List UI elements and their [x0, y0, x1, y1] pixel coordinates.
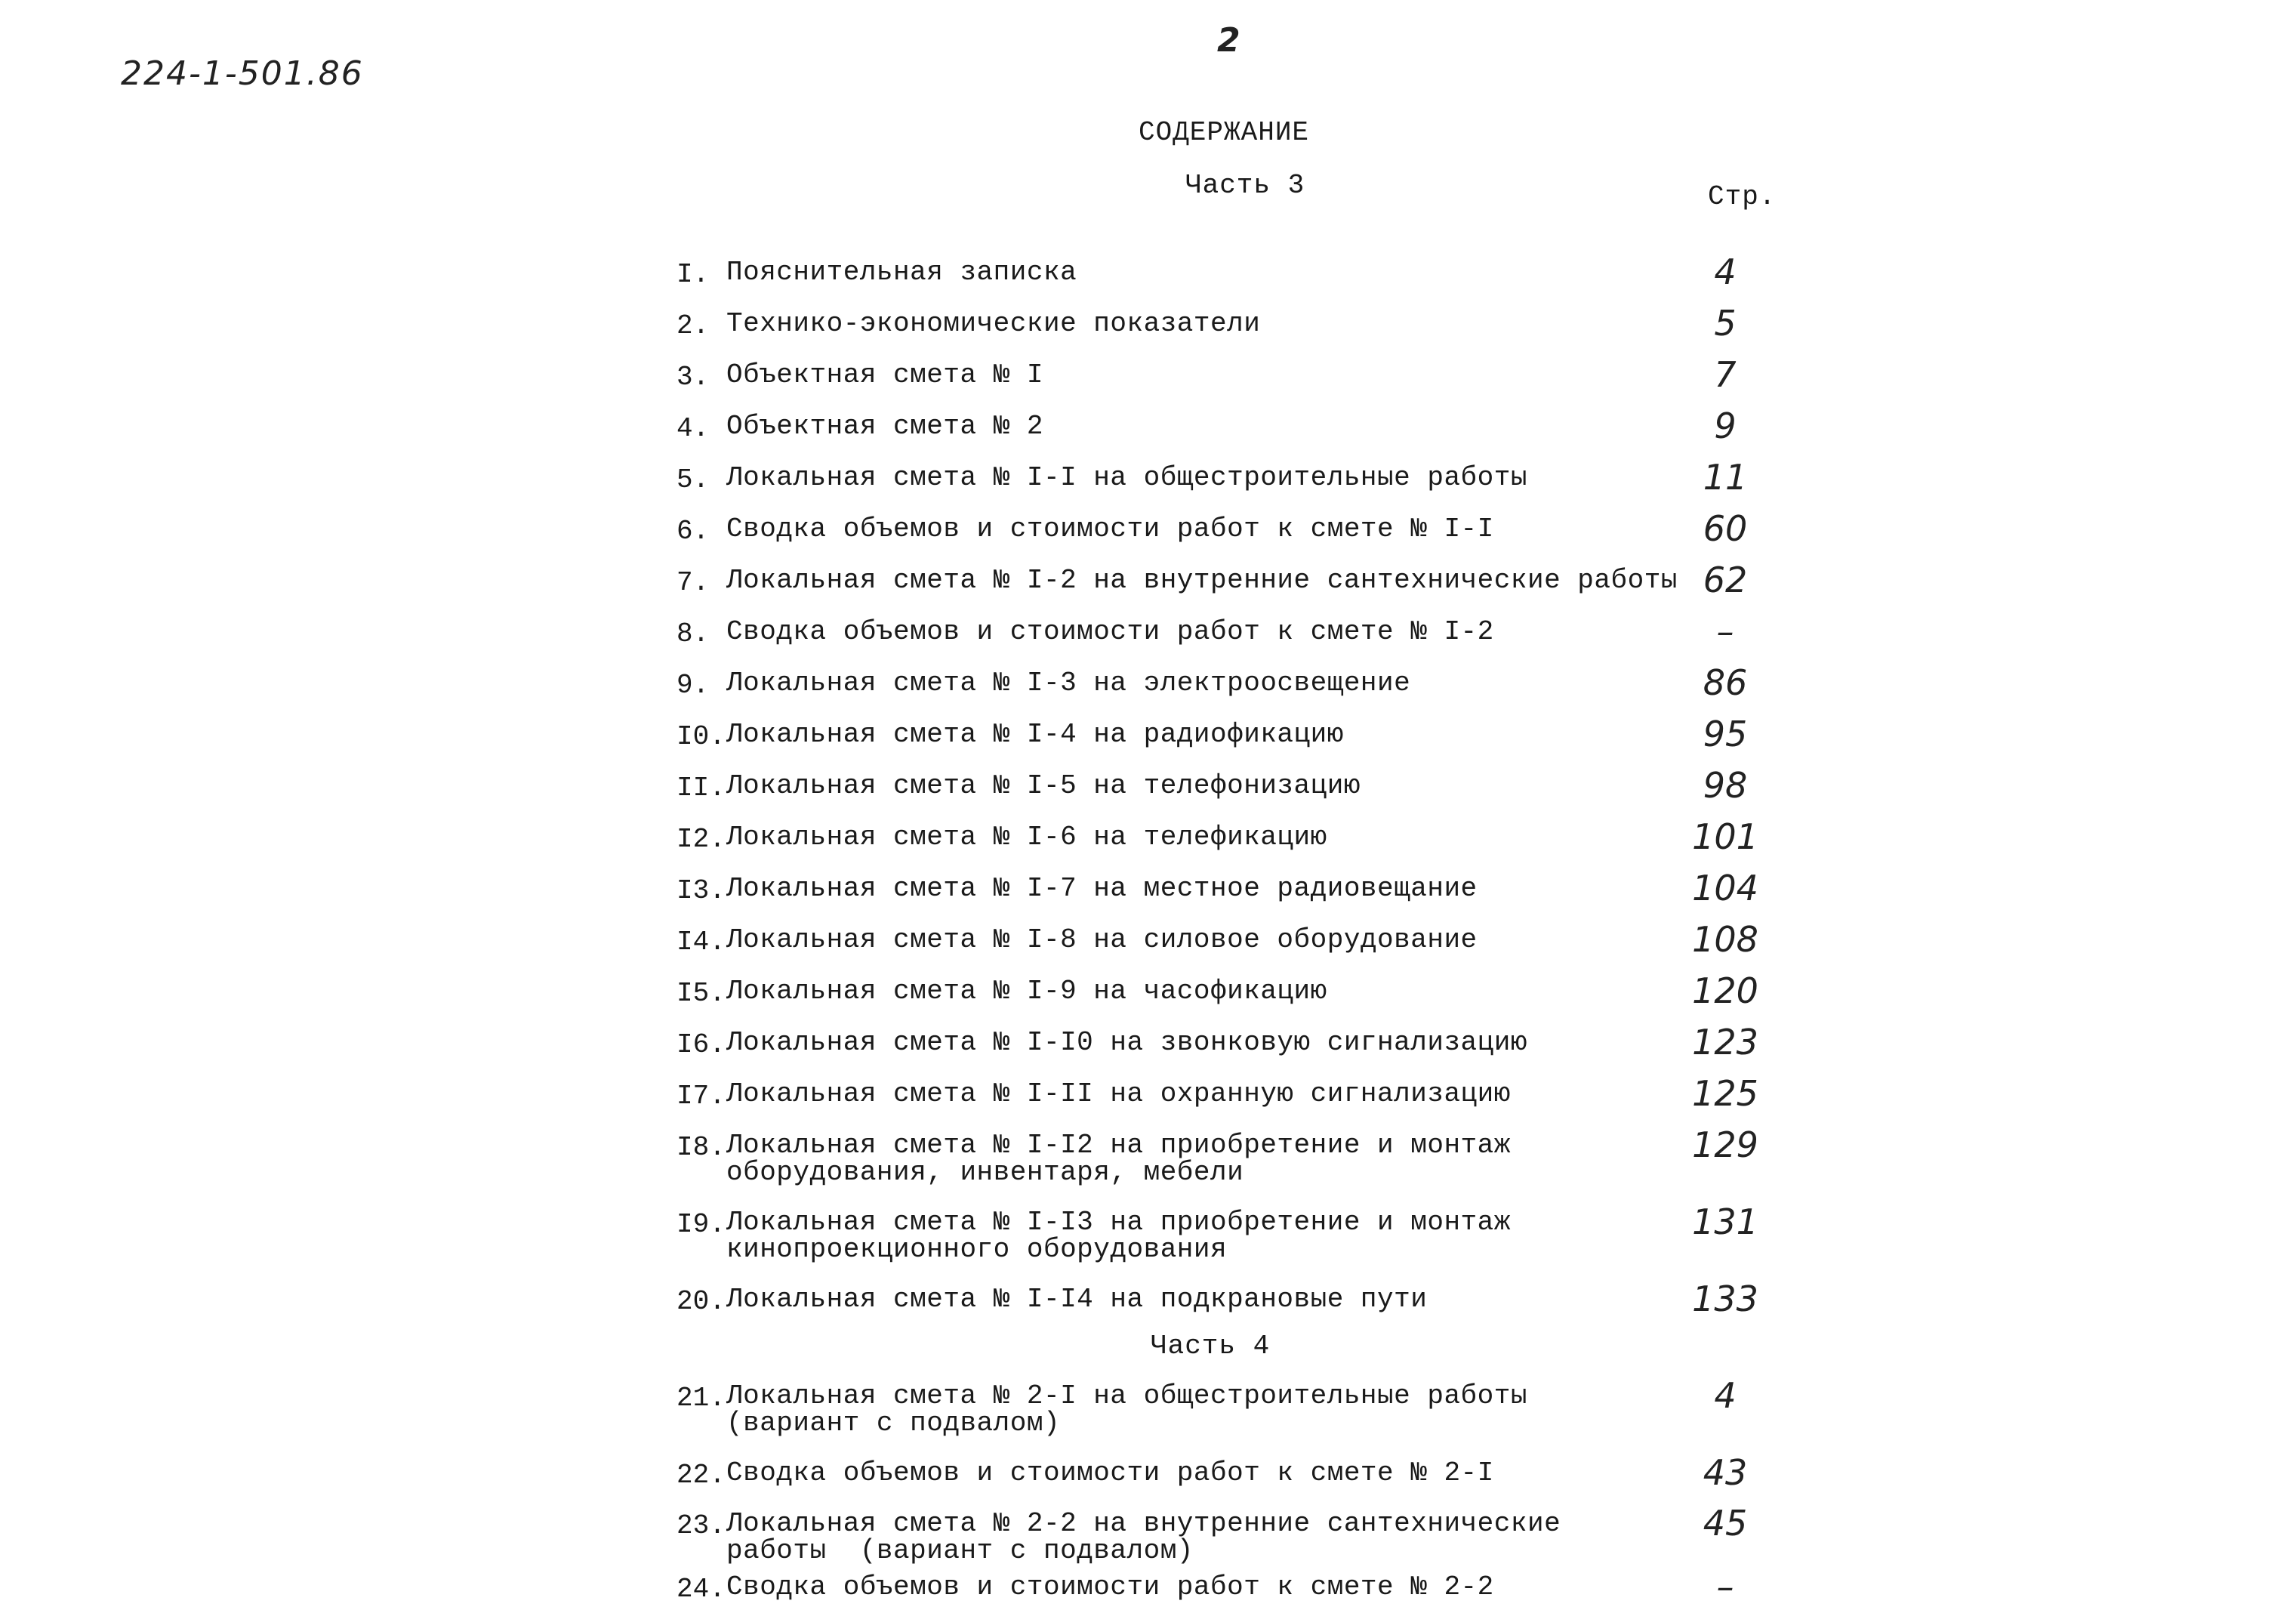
entry-title: Сводка объемов и стоимости работ к смете № 2-I: [726, 1457, 1494, 1488]
entry-number: 5.: [676, 464, 710, 495]
entry-number: I8.: [676, 1132, 726, 1163]
entry-number: I6.: [676, 1029, 726, 1060]
entry-number: I7.: [676, 1081, 726, 1112]
entry-title: Сводка объемов и стоимости работ к смете № I-I: [726, 514, 1494, 544]
toc-entry: [0, 354, 2296, 395]
entry-title: Локальная смета № I-4 на радиофикацию: [726, 719, 1344, 750]
entry-page: 86: [1703, 662, 1748, 703]
toc-entry: [0, 765, 2296, 806]
entry-page: 5: [1714, 303, 1737, 344]
toc-entry: [0, 919, 2296, 960]
entry-page: –: [1716, 1566, 1734, 1607]
entry-number: I.: [676, 259, 710, 290]
entry-page: 45: [1703, 1503, 1748, 1544]
entry-page: 62: [1703, 560, 1748, 600]
toc-entry: [0, 1073, 2296, 1114]
entry-number: 2.: [676, 310, 710, 341]
entry-number: 6.: [676, 516, 710, 547]
entry-title: Локальная смета № I-I на общестроительные работы: [726, 462, 1527, 493]
entry-title: Локальная смета № I-5 на телефонизацию: [726, 770, 1361, 801]
part-4-heading: Часть 4: [1151, 1331, 1271, 1362]
toc-entry: [0, 508, 2296, 549]
toc-entry: [0, 1452, 2296, 1493]
toc-entry: [0, 970, 2296, 1011]
entry-number: I9.: [676, 1209, 726, 1240]
entry-number: I4.: [676, 927, 726, 958]
entry-number: 21.: [676, 1383, 726, 1414]
entry-title: Сводка объемов и стоимости работ к смете № 2-2: [726, 1571, 1494, 1602]
entry-title: Локальная смета № I-2 на внутренние сантехнические работы: [726, 565, 1678, 596]
entry-title: Локальная смета № I-8 на силовое оборудование: [726, 924, 1478, 955]
entry-title: Локальная смета № I-I4 на подкрановые пути: [726, 1284, 1428, 1315]
entry-page: 133: [1692, 1278, 1758, 1319]
toc-entry: [0, 1375, 2296, 1439]
toc-entry: [0, 662, 2296, 703]
entry-title: Объектная смета № I: [726, 359, 1043, 390]
entry-page: 11: [1703, 457, 1748, 498]
entry-number: I2.: [676, 824, 726, 855]
entry-page: 60: [1703, 508, 1748, 549]
entry-title: Локальная смета № I-I2 на приобретение и монтаж оборудования, инвентаря, мебели: [726, 1130, 1511, 1188]
entry-title: Пояснительная записка: [726, 257, 1077, 288]
entry-number: 22.: [676, 1460, 726, 1491]
entry-page: 4: [1714, 1375, 1737, 1416]
entry-title: Локальная смета № I-6 на телефикацию: [726, 822, 1327, 853]
entry-number: 4.: [676, 413, 710, 444]
entry-number: I0.: [676, 721, 726, 752]
toc-entry: [0, 251, 2296, 292]
entry-title: Локальная смета № I-9 на часофикацию: [726, 976, 1327, 1007]
toc-entry: [0, 1124, 2296, 1188]
entry-title: Локальная смета № 2-2 на внутренние сантехнические работы (вариант с подвалом): [726, 1508, 1561, 1566]
toc-entry: [0, 1278, 2296, 1319]
toc-entry: [0, 406, 2296, 446]
entry-title: Технико-экономические показатели: [726, 308, 1261, 339]
toc-entry: [0, 611, 2296, 652]
entry-number: I3.: [676, 875, 726, 906]
toc-entry: [0, 303, 2296, 344]
toc-entry: [0, 1022, 2296, 1063]
entry-title: Объектная смета № 2: [726, 411, 1043, 442]
entry-page: 131: [1692, 1201, 1758, 1242]
entry-title: Локальная смета № I-I3 на приобретение и монтаж кинопроекционного оборудования: [726, 1207, 1511, 1265]
toc-entry: [0, 1566, 2296, 1607]
document-code: 224-1-501.86: [121, 54, 364, 93]
toc-entry: [0, 816, 2296, 857]
entry-number: 20.: [676, 1286, 726, 1317]
entry-page: 104: [1692, 868, 1758, 908]
entry-page: 7: [1714, 354, 1737, 395]
entry-title: Сводка объемов и стоимости работ к смете № I-2: [726, 616, 1494, 647]
entry-title: Локальная смета № I-3 на электроосвещение: [726, 668, 1411, 699]
toc-entry: [0, 560, 2296, 600]
entry-number: II.: [676, 773, 726, 803]
entry-title: Локальная смета № I-I0 на звонковую сигнализацию: [726, 1027, 1527, 1058]
entry-page: 4: [1714, 251, 1737, 292]
entry-page: 95: [1703, 714, 1748, 754]
entry-number: 9.: [676, 670, 710, 701]
page-column-label: Стр.: [1708, 181, 1777, 212]
entry-number: 3.: [676, 362, 710, 393]
entry-page: 120: [1692, 970, 1758, 1011]
entry-page: 98: [1703, 765, 1748, 806]
entry-number: 8.: [676, 618, 710, 649]
toc-entry: [0, 714, 2296, 754]
page-number: 2: [1217, 21, 1240, 60]
entry-page: 108: [1692, 919, 1758, 960]
page-title: СОДЕРЖАНИЕ: [1139, 117, 1310, 148]
toc-entry: [0, 868, 2296, 908]
entry-page: 129: [1692, 1124, 1758, 1165]
entry-page: –: [1716, 611, 1734, 652]
entry-number: 24.: [676, 1574, 726, 1605]
entry-page: 101: [1692, 816, 1758, 857]
toc-entry: [0, 1201, 2296, 1265]
part-3-heading: Часть 3: [1185, 170, 1305, 201]
entry-number: I5.: [676, 978, 726, 1009]
entry-number: 23.: [676, 1510, 726, 1541]
entry-page: 125: [1692, 1073, 1758, 1114]
entry-page: 123: [1692, 1022, 1758, 1063]
entry-title: Локальная смета № I-7 на местное радиовещание: [726, 873, 1478, 904]
entry-number: 7.: [676, 567, 710, 598]
toc-entry: [0, 1503, 2296, 1566]
entry-page: 9: [1714, 406, 1737, 446]
entry-title: Локальная смета № I-II на охранную сигнализацию: [726, 1078, 1511, 1109]
toc-entry: [0, 457, 2296, 498]
entry-title: Локальная смета № 2-I на общестроительные работы (вариант с подвалом): [726, 1380, 1527, 1439]
entry-page: 43: [1703, 1452, 1748, 1493]
